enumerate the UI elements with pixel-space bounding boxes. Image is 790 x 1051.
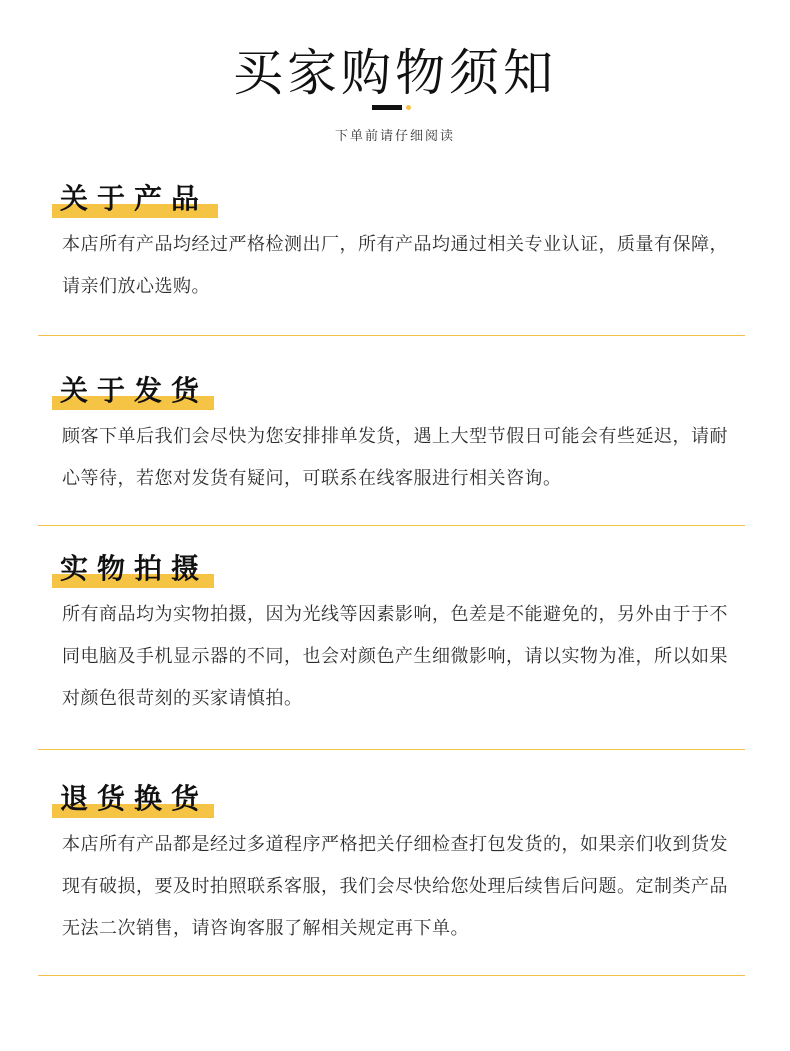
section-real-photos — [38, 546, 745, 750]
section-returns-exchanges — [38, 776, 745, 976]
section-body: 顾客下单后我们会尽快为您安排排单发货，遇上大型节假日可能会有些延迟，请耐心等待，若您对发货有疑问，可联系在线客服进行相关咨询。 — [62, 426, 728, 489]
section-heading — [38, 546, 745, 594]
section-title: 关于发货 — [60, 374, 209, 407]
section-body: 所有商品均为实物拍摄，因为光线等因素影响，色差是不能避免的，另外由于于不同电脑及手机显示器的不同，也会对颜色产生细微影响，请以实物为准，所以如果对颜色很苛刻的买家请慎拍。 — [62, 604, 728, 709]
page-header — [0, 0, 790, 160]
section-body: 本店所有产品均经过严格检测出厂，所有产品均通过相关专业认证，质量有保障，请亲们放心选购。 — [62, 234, 728, 297]
section-title: 退货换货 — [60, 782, 209, 815]
title-underline-dot — [406, 105, 411, 110]
section-heading — [38, 176, 745, 224]
section-about-shipping — [38, 368, 745, 526]
section-heading — [38, 368, 745, 416]
page-subtitle: 下单前请仔细阅读 — [334, 129, 455, 144]
title-underline — [372, 105, 402, 110]
section-heading — [38, 776, 745, 824]
section-title: 关于产品 — [60, 182, 209, 215]
section-about-product — [38, 176, 745, 336]
page-title: 买家购物须知 — [233, 44, 557, 102]
section-title: 实物拍摄 — [60, 552, 209, 585]
section-body: 本店所有产品都是经过多道程序严格把关仔细检查打包发货的，如果亲们收到货发现有破损，要及时拍照联系客服，我们会尽快给您处理后续售后问题。定制类产品无法二次销售，请咨询客服了解相关规定再下单。 — [62, 834, 728, 939]
